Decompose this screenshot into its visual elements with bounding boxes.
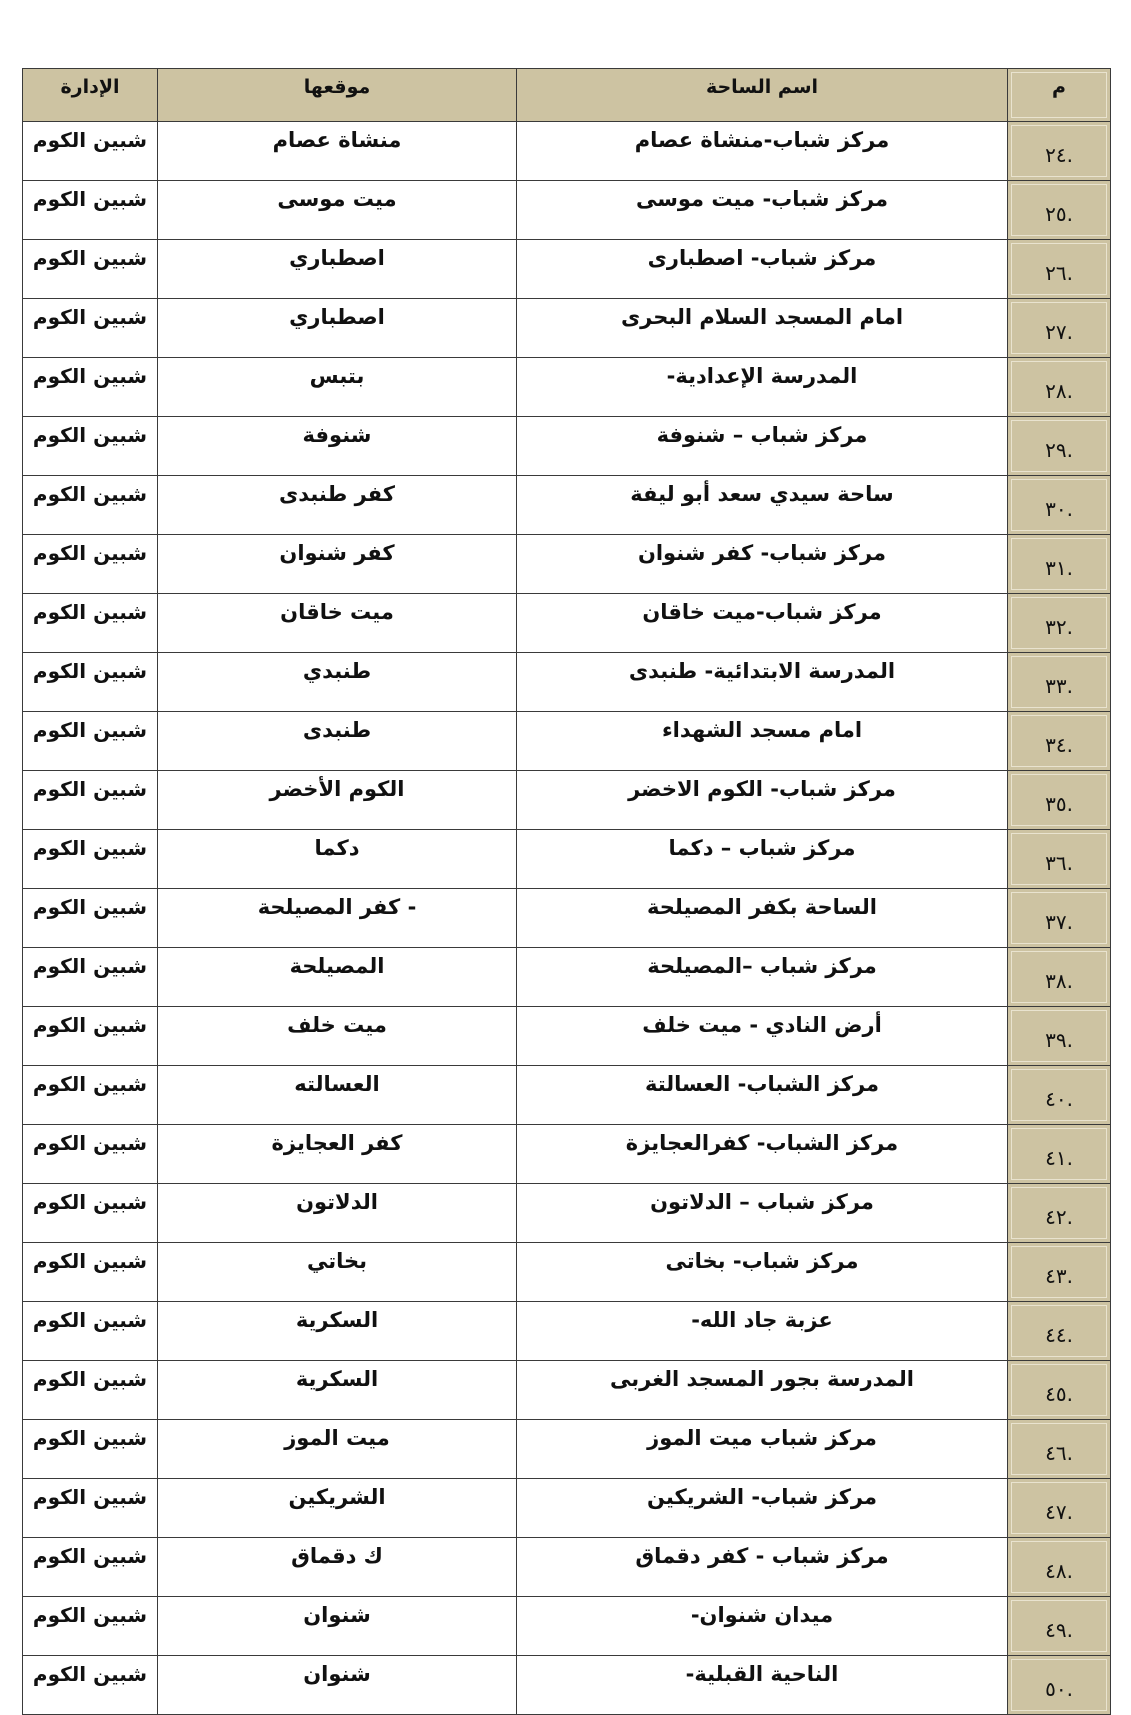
cell-name: مركز شباب- بخاتى: [517, 1243, 1008, 1302]
cell-administration: شبين الكوم: [23, 712, 158, 771]
table-body: [23, 122, 1111, 1715]
cell-name: المدرسة بجور المسجد الغربى: [517, 1361, 1008, 1420]
cell-number: .٤٦: [1008, 1420, 1111, 1479]
document-page: [22, 68, 1110, 1715]
cell-location: بتبس: [158, 358, 517, 417]
cell-administration: شبين الكوم: [23, 771, 158, 830]
cell-location: شنوفة: [158, 417, 517, 476]
table-row: [23, 1597, 1111, 1656]
cell-name: مركز شباب ميت الموز: [517, 1420, 1008, 1479]
cell-administration: شبين الكوم: [23, 1184, 158, 1243]
table-row: [23, 358, 1111, 417]
cell-location: طنبدي: [158, 653, 517, 712]
cell-name: مركز شباب – دكما: [517, 830, 1008, 889]
cell-name: المدرسة الإعدادية-: [517, 358, 1008, 417]
cell-name: مركز شباب- كفر شنوان: [517, 535, 1008, 594]
table-row: [23, 122, 1111, 181]
cell-location: طنبدى: [158, 712, 517, 771]
cell-number: .٢٧: [1008, 299, 1111, 358]
cell-name: المدرسة الابتدائية- طنبدى: [517, 653, 1008, 712]
cell-administration: شبين الكوم: [23, 417, 158, 476]
cell-location: السكرية: [158, 1361, 517, 1420]
cell-administration: شبين الكوم: [23, 299, 158, 358]
table-row: [23, 240, 1111, 299]
cell-location: ميت خاقان: [158, 594, 517, 653]
header-administration: الإدارة: [23, 69, 158, 122]
cell-location: شنوان: [158, 1597, 517, 1656]
cell-number: .٢٥: [1008, 181, 1111, 240]
table-row: [23, 1066, 1111, 1125]
cell-administration: شبين الكوم: [23, 1361, 158, 1420]
cell-name: مركز شباب- ميت موسى: [517, 181, 1008, 240]
cell-administration: شبين الكوم: [23, 889, 158, 948]
table-row: [23, 299, 1111, 358]
cell-number: .٥٠: [1008, 1656, 1111, 1715]
cell-name: مركز شباب-ميت خاقان: [517, 594, 1008, 653]
cell-administration: شبين الكوم: [23, 1656, 158, 1715]
cell-location: دكما: [158, 830, 517, 889]
cell-number: .٤٥: [1008, 1361, 1111, 1420]
squares-table: [22, 68, 1111, 1715]
cell-number: .٤٩: [1008, 1597, 1111, 1656]
cell-location: ميت موسى: [158, 181, 517, 240]
cell-location: ك دقماق: [158, 1538, 517, 1597]
table-header-row: [23, 69, 1111, 122]
cell-name: عزبة جاد الله-: [517, 1302, 1008, 1361]
cell-location: كفر طنبدى: [158, 476, 517, 535]
cell-number: .٢٦: [1008, 240, 1111, 299]
cell-administration: شبين الكوم: [23, 1125, 158, 1184]
cell-location: منشاة عصام: [158, 122, 517, 181]
cell-administration: شبين الكوم: [23, 1420, 158, 1479]
cell-number: .٣١: [1008, 535, 1111, 594]
table-row: [23, 535, 1111, 594]
cell-location: ميت خلف: [158, 1007, 517, 1066]
cell-number: .٣٠: [1008, 476, 1111, 535]
cell-location: - كفر المصيلحة: [158, 889, 517, 948]
table-row: [23, 889, 1111, 948]
cell-location: الشريكين: [158, 1479, 517, 1538]
cell-administration: شبين الكوم: [23, 1597, 158, 1656]
cell-location: اصطباري: [158, 240, 517, 299]
cell-number: .٤٣: [1008, 1243, 1111, 1302]
table-row: [23, 1361, 1111, 1420]
table-row: [23, 1656, 1111, 1715]
cell-name: مركز شباب- اصطبارى: [517, 240, 1008, 299]
table-row: [23, 1420, 1111, 1479]
cell-name: الساحة بكفر المصيلحة: [517, 889, 1008, 948]
cell-location: كفر شنوان: [158, 535, 517, 594]
cell-location: الكوم الأخضر: [158, 771, 517, 830]
table-row: [23, 476, 1111, 535]
header-location: موقعها: [158, 69, 517, 122]
cell-name: مركز شباب-منشاة عصام: [517, 122, 1008, 181]
cell-location: المصيلحة: [158, 948, 517, 1007]
table-row: [23, 1302, 1111, 1361]
cell-administration: شبين الكوم: [23, 594, 158, 653]
cell-administration: شبين الكوم: [23, 535, 158, 594]
cell-name: مركز الشباب- كفرالعجايزة: [517, 1125, 1008, 1184]
cell-administration: شبين الكوم: [23, 122, 158, 181]
cell-number: .٣٧: [1008, 889, 1111, 948]
table-row: [23, 181, 1111, 240]
cell-number: .٤٢: [1008, 1184, 1111, 1243]
cell-administration: شبين الكوم: [23, 181, 158, 240]
cell-number: .٤١: [1008, 1125, 1111, 1184]
cell-location: بخاتي: [158, 1243, 517, 1302]
table-row: [23, 1479, 1111, 1538]
cell-location: الدلاتون: [158, 1184, 517, 1243]
cell-administration: شبين الكوم: [23, 1479, 158, 1538]
cell-administration: شبين الكوم: [23, 653, 158, 712]
cell-number: .٤٤: [1008, 1302, 1111, 1361]
cell-number: .٢٨: [1008, 358, 1111, 417]
table-row: [23, 1125, 1111, 1184]
header-name: اسم الساحة: [517, 69, 1008, 122]
cell-number: .٤٠: [1008, 1066, 1111, 1125]
cell-location: العسالته: [158, 1066, 517, 1125]
cell-administration: شبين الكوم: [23, 1243, 158, 1302]
cell-number: .٣٦: [1008, 830, 1111, 889]
cell-administration: شبين الكوم: [23, 358, 158, 417]
cell-name: أرض النادي - ميت خلف: [517, 1007, 1008, 1066]
header-number: م: [1008, 69, 1111, 122]
cell-location: شنوان: [158, 1656, 517, 1715]
cell-name: مركز شباب- الكوم الاخضر: [517, 771, 1008, 830]
cell-administration: شبين الكوم: [23, 948, 158, 1007]
cell-number: .٣٥: [1008, 771, 1111, 830]
cell-number: .٣٤: [1008, 712, 1111, 771]
cell-administration: شبين الكوم: [23, 1066, 158, 1125]
cell-name: مركز شباب –المصيلحة: [517, 948, 1008, 1007]
cell-administration: شبين الكوم: [23, 830, 158, 889]
cell-name: امام المسجد السلام البحرى: [517, 299, 1008, 358]
cell-number: .٣٩: [1008, 1007, 1111, 1066]
cell-number: .٢٩: [1008, 417, 1111, 476]
table-row: [23, 1184, 1111, 1243]
cell-name: مركز الشباب- العسالتة: [517, 1066, 1008, 1125]
cell-administration: شبين الكوم: [23, 240, 158, 299]
cell-name: مركز شباب – شنوفة: [517, 417, 1008, 476]
table-row: [23, 1243, 1111, 1302]
cell-number: .٣٨: [1008, 948, 1111, 1007]
cell-administration: شبين الكوم: [23, 476, 158, 535]
table-row: [23, 830, 1111, 889]
cell-name: الناحية القبلية-: [517, 1656, 1008, 1715]
cell-number: .٣٣: [1008, 653, 1111, 712]
cell-location: كفر العجايزة: [158, 1125, 517, 1184]
table-row: [23, 653, 1111, 712]
table-row: [23, 948, 1111, 1007]
cell-location: السكرية: [158, 1302, 517, 1361]
cell-name: ميدان شنوان-: [517, 1597, 1008, 1656]
cell-name: مركز شباب – الدلاتون: [517, 1184, 1008, 1243]
cell-number: .٢٤: [1008, 122, 1111, 181]
cell-number: .٤٨: [1008, 1538, 1111, 1597]
table-row: [23, 712, 1111, 771]
cell-administration: شبين الكوم: [23, 1538, 158, 1597]
table-row: [23, 594, 1111, 653]
cell-name: مركز شباب- الشريكين: [517, 1479, 1008, 1538]
table-row: [23, 417, 1111, 476]
cell-location: اصطباري: [158, 299, 517, 358]
cell-administration: شبين الكوم: [23, 1007, 158, 1066]
cell-number: .٣٢: [1008, 594, 1111, 653]
cell-name: ساحة سيدي سعد أبو ليفة: [517, 476, 1008, 535]
cell-number: .٤٧: [1008, 1479, 1111, 1538]
cell-location: ميت الموز: [158, 1420, 517, 1479]
table-row: [23, 1007, 1111, 1066]
cell-administration: شبين الكوم: [23, 1302, 158, 1361]
table-row: [23, 771, 1111, 830]
cell-name: امام مسجد الشهداء: [517, 712, 1008, 771]
table-row: [23, 1538, 1111, 1597]
cell-name: مركز شباب - كفر دقماق: [517, 1538, 1008, 1597]
